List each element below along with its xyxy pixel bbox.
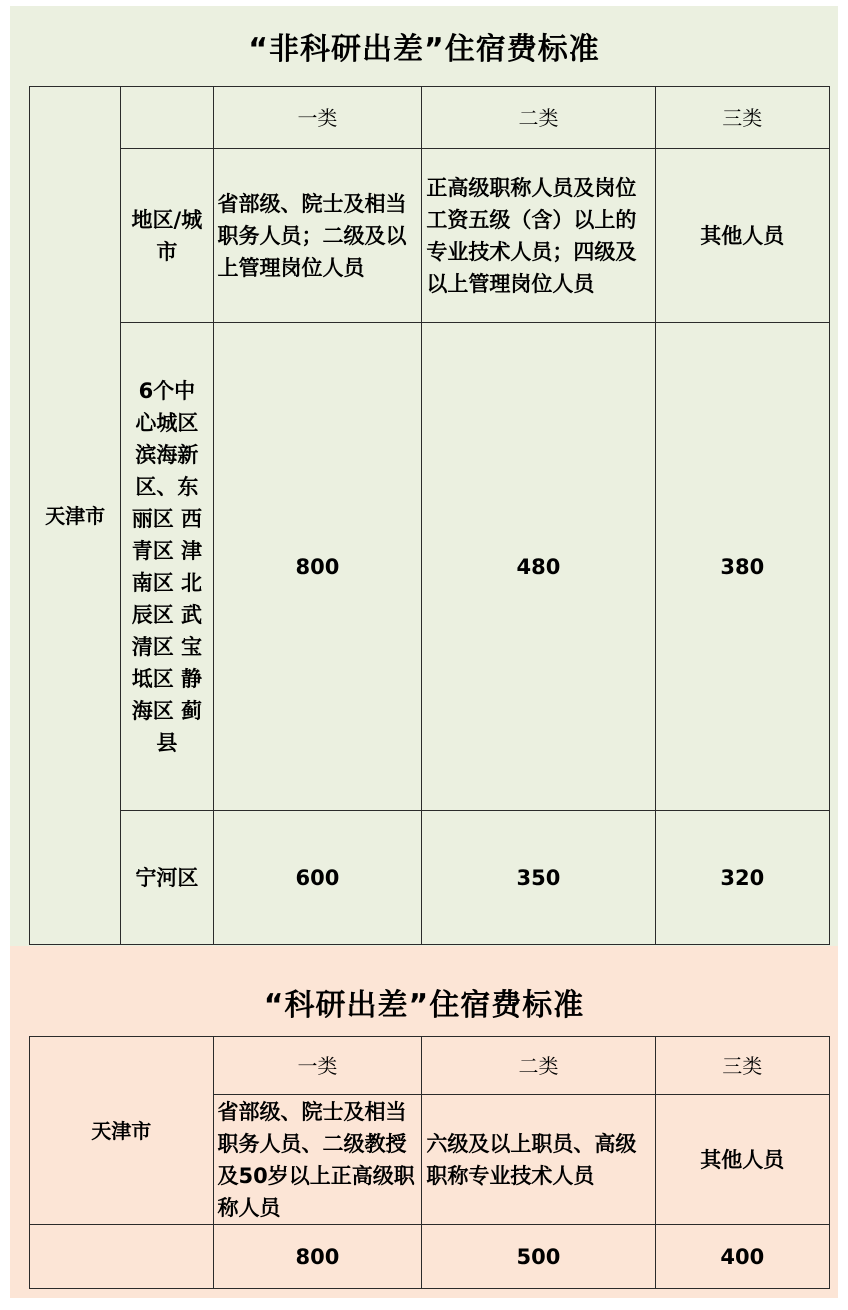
class-header-3: 三类 (655, 87, 829, 149)
research-title: “科研出差”住宿费标准 (263, 988, 585, 1023)
non-research-title: “非科研出差”住宿费标准 (248, 32, 600, 67)
table-row (30, 87, 830, 149)
region-cell: 宁河区 (121, 811, 213, 945)
region-header-text: 地区/城市 (131, 207, 203, 264)
table-row (30, 811, 830, 945)
value-cell: 350 (422, 811, 655, 945)
table-row (30, 1225, 830, 1289)
empty-cell (30, 1225, 214, 1289)
class-desc-3: 其他人员 (655, 149, 829, 323)
province-cell: 天津市 (30, 1037, 214, 1225)
table-row (30, 1037, 830, 1095)
province-cell: 天津市 (30, 87, 121, 945)
class-header-3: 三类 (655, 1037, 829, 1095)
research-panel (10, 946, 838, 1298)
class-desc-1: 省部级、院士及相当职务人员；二级及以上管理岗位人员 (213, 149, 422, 323)
class-header-1: 一类 (213, 87, 422, 149)
region-header (121, 149, 213, 323)
region-text: 6个中心城区 滨海新区、东丽区 西青区 津南区 北辰区 武清区 宝坻区 静海区 蓟县 (131, 378, 203, 755)
value-cell: 800 (213, 323, 422, 811)
value-cell: 500 (422, 1225, 655, 1289)
value-cell: 380 (655, 323, 829, 811)
value-cell: 320 (655, 811, 829, 945)
class-header-1: 一类 (213, 1037, 422, 1095)
class-desc-3: 其他人员 (655, 1095, 829, 1225)
value-cell: 800 (213, 1225, 422, 1289)
class-desc-1: 省部级、院士及相当职务人员、二级教授及50岁以上正高级职称人员 (213, 1095, 422, 1225)
value-cell: 600 (213, 811, 422, 945)
non-research-table (29, 86, 830, 945)
value-cell: 400 (655, 1225, 829, 1289)
class-desc-2: 正高级职称人员及岗位工资五级（含）以上的专业技术人员；四级及以上管理岗位人员 (422, 149, 655, 323)
research-table (29, 1036, 830, 1289)
table-row (30, 149, 830, 323)
class-header-2: 二类 (422, 87, 655, 149)
class-header-2: 二类 (422, 1037, 655, 1095)
empty-cell (121, 87, 213, 149)
class-desc-2: 六级及以上职员、高级职称专业技术人员 (422, 1095, 655, 1225)
table-row (30, 323, 830, 811)
region-cell (121, 323, 213, 811)
non-research-panel (10, 6, 838, 946)
value-cell: 480 (422, 323, 655, 811)
